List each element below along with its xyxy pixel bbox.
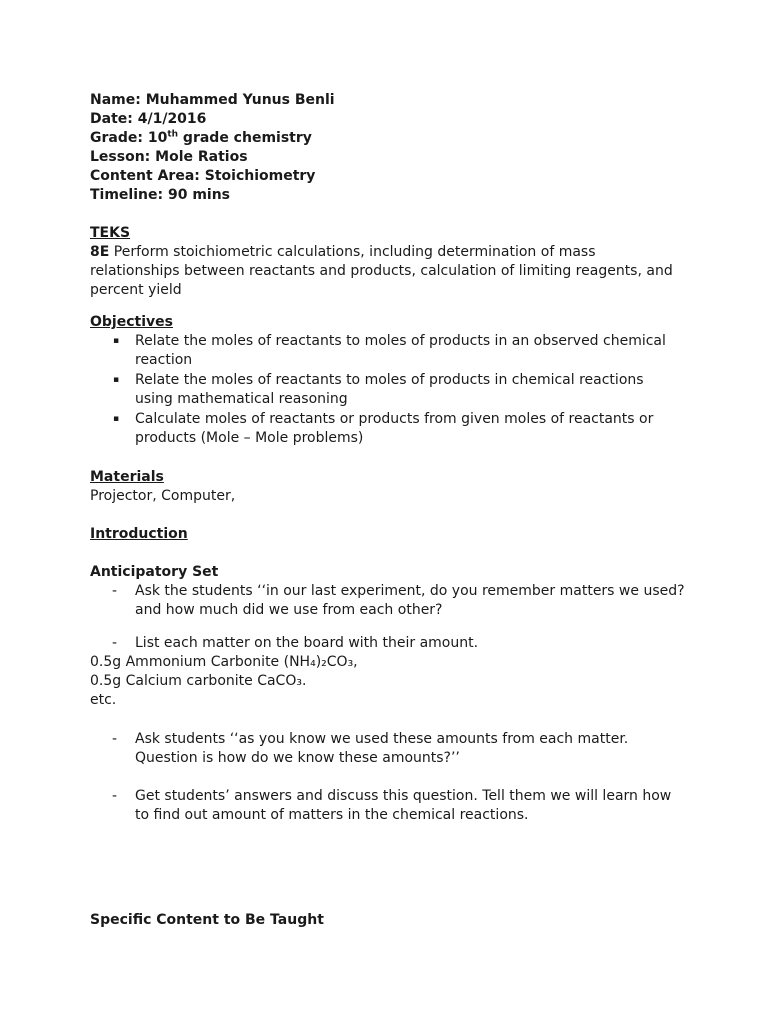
lesson-label: Lesson: xyxy=(90,149,151,165)
anticipatory-item-3-line-2: Question is how do we know these amounts?’’ xyxy=(135,750,460,766)
content-area-line xyxy=(90,167,315,186)
date-value: 4/1/2016 xyxy=(137,111,207,127)
content-area-label: Content Area: xyxy=(90,168,200,184)
anticipatory-item-3-line-1: Ask students ‘‘as you know we used these amounts from each matter. xyxy=(135,731,629,747)
teks-code: 8E xyxy=(90,244,110,260)
bullet-icon: ▪ xyxy=(113,375,120,385)
objectives-heading: Objectives xyxy=(90,314,173,330)
grade-line xyxy=(90,129,312,148)
introduction-heading: Introduction xyxy=(90,526,188,542)
grade-subject: grade chemistry xyxy=(182,130,312,146)
objective-1-line-1: Relate the moles of reactants to moles of products in an observed chemical xyxy=(135,333,666,349)
date-label: Date: xyxy=(90,111,133,127)
dash-marker: - xyxy=(112,583,118,599)
lesson-value: Mole Ratios xyxy=(155,149,248,165)
dash-marker: - xyxy=(112,731,118,747)
teks-line-2: relationships between reactants and products, calculation of limiting reagents, and xyxy=(90,263,673,279)
objective-3-line-2: products (Mole – Mole problems) xyxy=(135,430,364,446)
lesson-line xyxy=(90,148,248,167)
teks-line-3: percent yield xyxy=(90,282,182,298)
specific-content-heading: Specific Content to Be Taught xyxy=(90,912,324,928)
bullet-icon: ▪ xyxy=(113,414,120,424)
anticipatory-item-1-line-2: and how much did we use from each other? xyxy=(135,602,443,618)
dash-marker: - xyxy=(112,788,118,804)
timeline-value: 90 mins xyxy=(167,187,231,203)
name-line xyxy=(90,91,335,110)
anticipatory-item-2: List each matter on the board with their amount. xyxy=(135,635,479,651)
timeline-line xyxy=(90,186,230,205)
grade-suffix: th xyxy=(167,129,179,140)
example-ammonium-carbonite: 0.5g Ammonium Carbonite (NH₄)₂CO₃, xyxy=(90,654,358,670)
date-line xyxy=(90,110,206,129)
materials-text: Projector, Computer, xyxy=(90,488,236,504)
content-area-value: Stoichiometry xyxy=(204,168,316,184)
teks-heading: TEKS xyxy=(90,225,131,241)
objective-2-line-2: using mathematical reasoning xyxy=(135,391,348,407)
objective-3-line-1: Calculate moles of reactants or products from given moles of reactants or xyxy=(135,411,654,427)
objective-2-line-1: Relate the moles of reactants to moles of products in chemical reactions xyxy=(135,372,644,388)
grade-label: Grade: xyxy=(90,130,143,146)
dash-marker: - xyxy=(112,635,118,651)
anticipatory-item-1-line-1: Ask the students ‘‘in our last experiment, do you remember matters we used? xyxy=(135,583,685,599)
anticipatory-heading: Anticipatory Set xyxy=(90,564,219,580)
teks-line-1 xyxy=(90,243,596,262)
anticipatory-item-4-line-2: to find out amount of matters in the chemical reactions. xyxy=(135,807,529,823)
anticipatory-item-4-line-1: Get students’ answers and discuss this question. Tell them we will learn how xyxy=(135,788,672,804)
grade-number: 10 xyxy=(147,130,168,146)
materials-heading: Materials xyxy=(90,469,164,485)
example-etc: etc. xyxy=(90,692,117,708)
timeline-label: Timeline: xyxy=(90,187,164,203)
name-label: Name: xyxy=(90,92,141,108)
name-value: Muhammed Yunus Benli xyxy=(145,92,335,108)
teks-text-1: Perform stoichiometric calculations, including determination of mass xyxy=(113,244,596,260)
example-calcium-carbonite: 0.5g Calcium carbonite CaCO₃. xyxy=(90,673,307,689)
bullet-icon: ▪ xyxy=(113,336,120,346)
objective-1-line-2: reaction xyxy=(135,352,193,368)
